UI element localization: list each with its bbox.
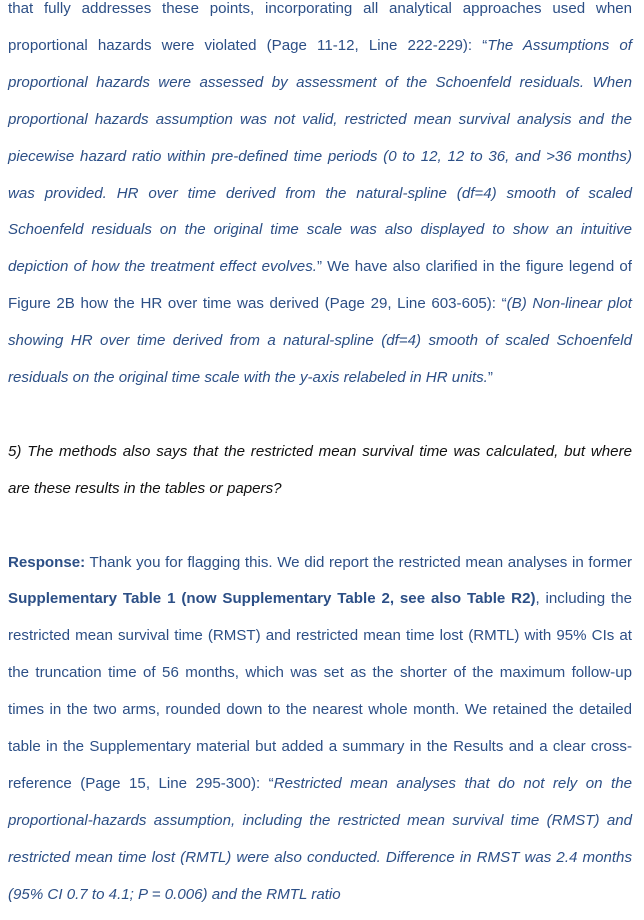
document-page — [8, 0, 632, 914]
manuscript-quote-results: Restricted mean analyses that do not rely on the proportional-hazards assumption, including the restricted mean survival time (RMST) and restricted mean time lost (RMTL) were also conducted. Difference in RMST was 2.4 months (95% CI 0.7 to 4.1; P = 0.006) and the RMTL ratio — [8, 775, 632, 903]
paragraph-tail-text: ” — [487, 369, 493, 387]
manuscript-quote-methods: The Assumptions of proportional hazards were assessed by assessment of the Schoenfeld residuals. When proportional hazards assumption was not valid, restricted mean survival analysis and the piecewise hazard ratio within pre-defined time periods (0 to 12, 12 to 36, and >36 months) was provided. HR over time derived from the natural-spline (df=4) smooth of scaled Schoenfeld residuals on the original time scale was also displayed to show an intuitive depiction of how the treatment effect evolves. — [8, 36, 632, 276]
supplementary-table-reference: Supplementary Table 1 (now Supplementary Table 2, see also Table R2) — [8, 590, 536, 608]
response-paragraph — [8, 545, 632, 914]
paragraph-spacer — [8, 508, 632, 545]
paragraph-spacer — [8, 397, 632, 434]
response-text-1: Thank you for flagging this. We did report the restricted mean analyses in former — [85, 553, 632, 571]
paragraph-lead-text: that fully addresses these points, incorporating all analytical approaches used when proportional hazards were violated (Page 11-12, Line 222-229): “ — [8, 0, 632, 54]
paragraph-mid-text: ” We have also clarified in the figure legend of Figure 2B how the HR over time was derived (Page 29, Line 603-605): “ — [8, 258, 633, 313]
previous-response-paragraph — [8, 0, 632, 397]
reviewer-question: 5) The methods also says that the restricted mean survival time was calculated, but where are these results in the tables or papers? — [8, 442, 632, 497]
response-text-2: , including the restricted mean survival time (RMST) and restricted mean time lost (RMTL) with 95% CIs at the truncation time of 56 months, which was set as the shorter of the maximum follow-up times in the two arms, rounded down to the nearest whole month. We retained the detailed table in the Supplementary material but added a summary in the Results and a clear cross-reference (Page 15, Line 295-300): “ — [8, 590, 632, 792]
response-label: Response: — [8, 553, 86, 571]
manuscript-quote-figure-legend: (B) Non-linear plot showing HR over time derived from a natural-spline (df=4) smooth of scaled Schoenfeld residuals on the original time scale with the y-axis relabeled in HR units. — [8, 295, 632, 387]
